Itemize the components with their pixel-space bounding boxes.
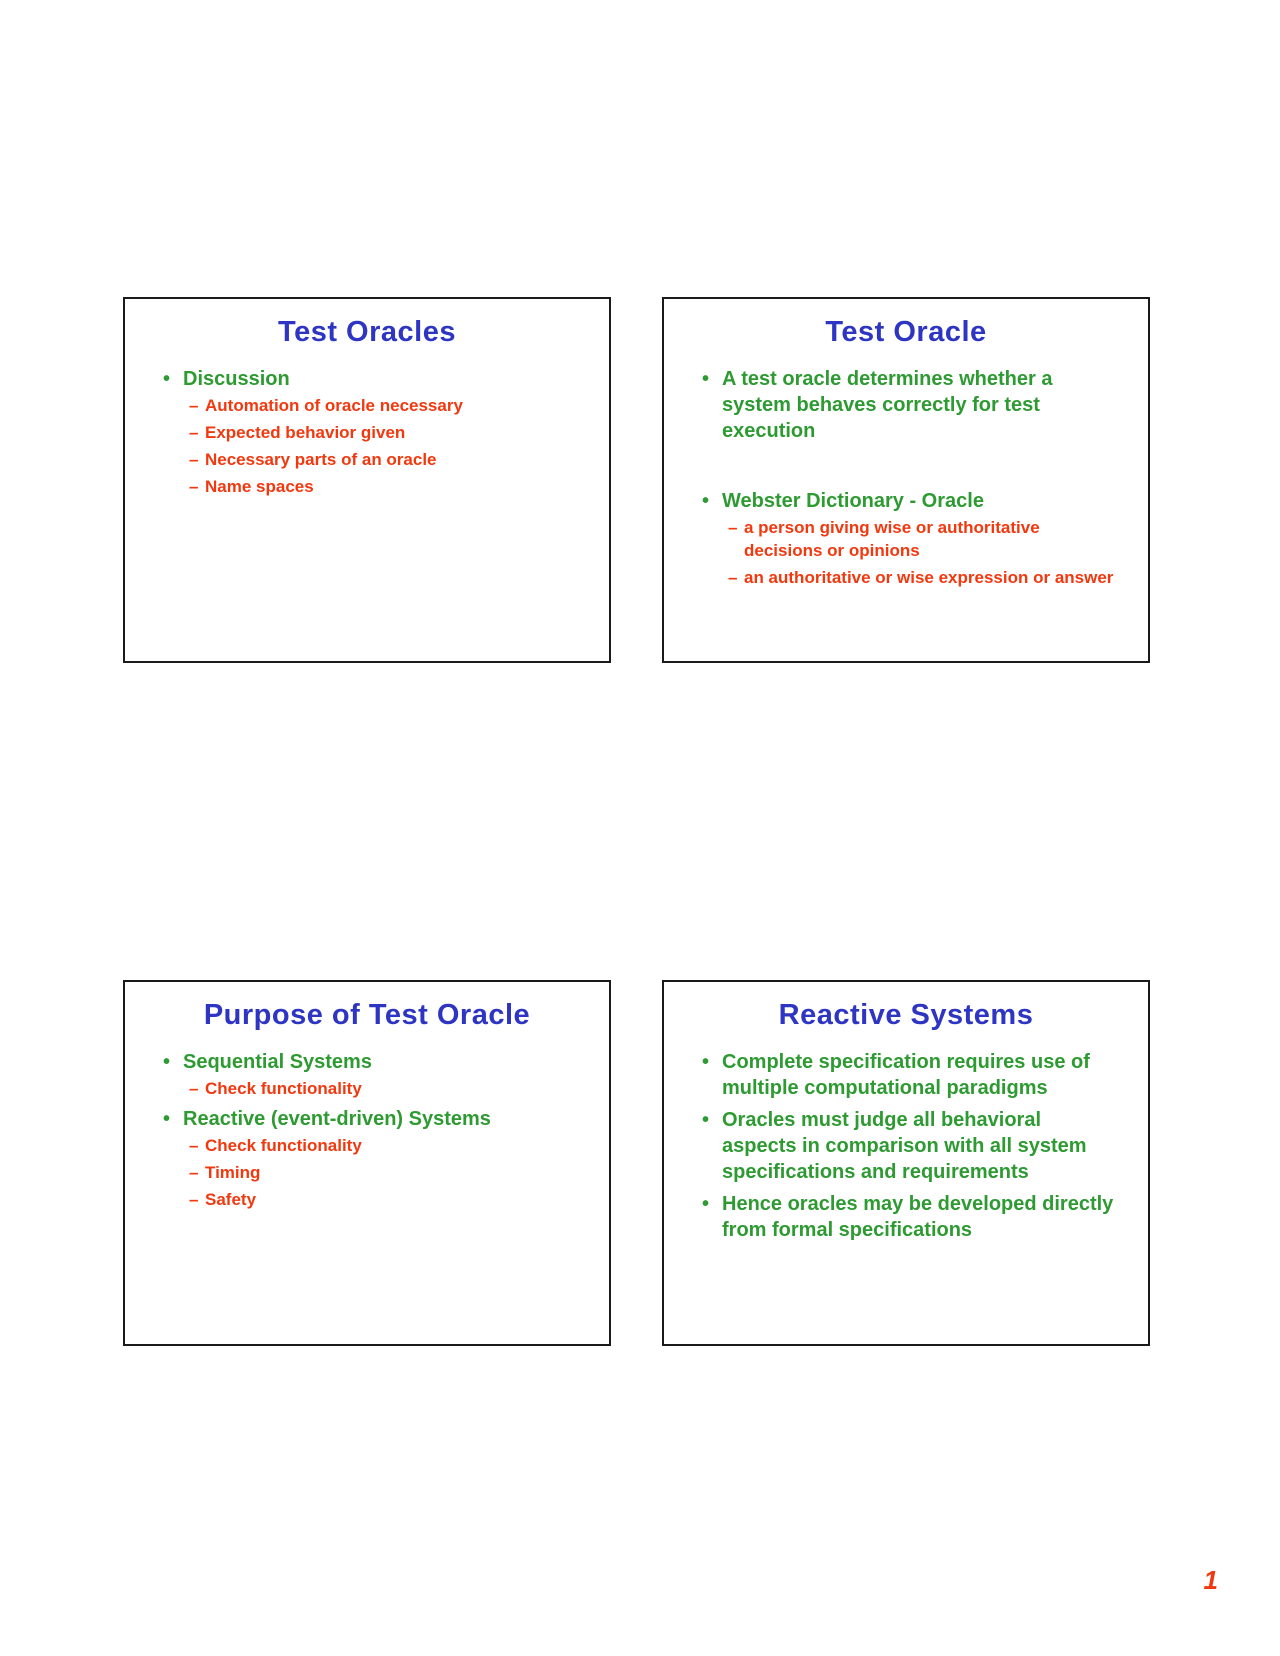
sub-item — [728, 566, 1118, 589]
slide-test-oracle — [662, 297, 1150, 663]
sub-list — [183, 1077, 579, 1100]
bullet-text: Webster Dictionary - Oracle — [722, 490, 984, 512]
dash-icon: – — [189, 1190, 199, 1209]
bullet-text: Sequential Systems — [183, 1051, 372, 1073]
sub-item — [189, 448, 579, 471]
bullet-list — [664, 1049, 1148, 1243]
sub-text: a person giving wise or authoritative decisions or opinions — [744, 518, 1040, 560]
sub-item — [189, 394, 579, 417]
dash-icon: – — [189, 1136, 199, 1155]
bullet-icon: • — [163, 1051, 171, 1073]
bullet-item — [702, 1049, 1118, 1101]
dash-icon: – — [189, 396, 199, 415]
sub-text: Name spaces — [205, 477, 314, 496]
slide-title: Test Oracles — [278, 316, 456, 348]
slide-reactive-systems — [662, 980, 1150, 1346]
sub-list — [722, 516, 1118, 589]
bullet-icon: • — [702, 368, 710, 390]
sub-item — [728, 516, 1118, 562]
sub-list — [183, 1134, 579, 1211]
bullet-icon: • — [702, 1109, 710, 1131]
sub-item — [189, 1134, 579, 1157]
sub-list — [183, 394, 579, 498]
bullet-text: Oracles must judge all behavioral aspects in comparison with all system specifications and requirements — [722, 1109, 1087, 1183]
slide-title: Purpose of Test Oracle — [203, 999, 531, 1031]
sub-item — [189, 1161, 579, 1184]
bullet-icon: • — [163, 1108, 171, 1130]
bullet-text: Reactive (event-driven) Systems — [183, 1108, 491, 1130]
bullet-list — [125, 1049, 609, 1211]
bullet-item — [702, 488, 1118, 589]
spacer — [702, 450, 1118, 482]
bullet-list — [664, 366, 1148, 589]
sub-item — [189, 475, 579, 498]
bullet-item — [163, 366, 579, 498]
bullet-icon: • — [163, 368, 171, 390]
sub-text: Necessary parts of an oracle — [205, 450, 437, 469]
sub-item — [189, 421, 579, 444]
bullet-icon: • — [702, 490, 710, 512]
page-number: 1 — [1203, 1565, 1218, 1595]
bullet-item — [702, 1107, 1118, 1185]
dash-icon: – — [728, 518, 738, 537]
bullet-item — [163, 1106, 579, 1211]
sub-text: Timing — [205, 1163, 261, 1182]
dash-icon: – — [189, 450, 199, 469]
slide-purpose-of-test-oracle — [123, 980, 611, 1346]
slide-title: Reactive Systems — [778, 999, 1034, 1031]
slide-title: Test Oracle — [825, 316, 987, 348]
dash-icon: – — [189, 423, 199, 442]
dash-icon: – — [189, 1079, 199, 1098]
sub-item — [189, 1188, 579, 1211]
sub-text: an authoritative or wise expression or answer — [744, 568, 1114, 587]
sub-item — [189, 1077, 579, 1100]
sub-text: Safety — [205, 1190, 257, 1209]
sub-text: Automation of oracle necessary — [205, 396, 463, 415]
bullet-item — [702, 1191, 1118, 1243]
bullet-item — [163, 1049, 579, 1100]
bullet-item — [702, 366, 1118, 444]
bullet-text: A test oracle determines whether a system behaves correctly for test execution — [722, 368, 1053, 442]
bullet-list — [125, 366, 609, 498]
dash-icon: – — [189, 477, 199, 496]
bullet-icon: • — [702, 1051, 710, 1073]
bullet-text: Discussion — [183, 368, 290, 390]
sub-text: Check functionality — [205, 1136, 362, 1155]
sub-text: Expected behavior given — [205, 423, 406, 442]
bullet-text: Hence oracles may be developed directly from formal specifications — [722, 1193, 1114, 1241]
slide-test-oracles — [123, 297, 611, 663]
bullet-icon: • — [702, 1193, 710, 1215]
dash-icon: – — [189, 1163, 199, 1182]
bullet-text: Complete specification requires use of multiple computational paradigms — [722, 1051, 1090, 1099]
sub-text: Check functionality — [205, 1079, 362, 1098]
dash-icon: – — [728, 568, 738, 587]
